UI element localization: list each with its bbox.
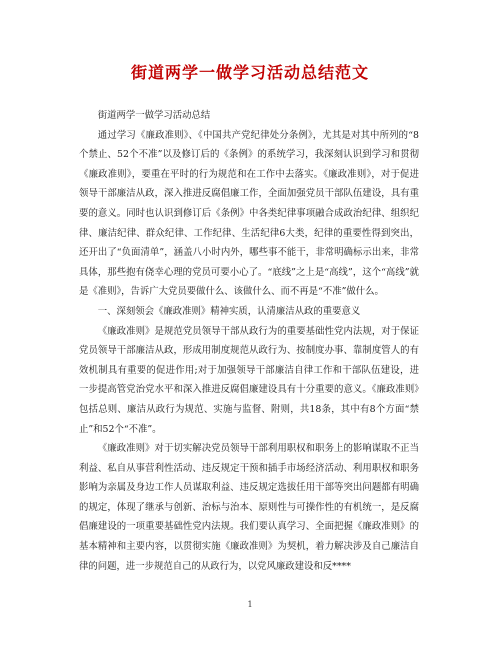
paragraph: 《廉政准则》对于切实解决党员领导干部利用职权和职务上的影响谋取不正当利益、私自从事营利性活动、违反规定干预和插手市场经济活动、利用职权和职务影响为亲属及身边工作人员谋取利益、违反规定选拔任用干部等突出问题都有明确的规定，体现了继承与创新、治标与治本、原则性与可操作性的有机统一，是反腐倡廉建设的一项重要基础性党内法规。我们要认真学习、全面把握《廉政准则》的基本精神和主要内容，以贯彻实施《廉政准则》为契机，着力解决涉及自己廉洁自律的问题，进一步规范自己的从政行为，以党风廉政建设和反**** bbox=[79, 443, 419, 572]
document-body bbox=[79, 106, 419, 576]
page-title: 街道两学一做学习活动总结范文 bbox=[130, 63, 369, 82]
document-subtitle: 街道两学一做学习活动总结 bbox=[97, 110, 211, 121]
section-heading: 一、深刻领会《廉政准则》精神实质，认清廉洁从政的重要意义 bbox=[97, 305, 361, 317]
page-number: 1 bbox=[247, 600, 253, 609]
paragraph: 《廉政准则》是规范党员领导干部从政行为的重要基础性党内法规，对于保证党员领导干部廉洁从政，形成用制度规范从政行为、按制度办事、靠制度管人的有效机制具有重要的促进作用;对于加强领导干部廉洁自律工作和干部队伍建设，进一步提高管党治党水平和深入推进反腐倡廉建设具有十分重要的意义。《廉政准则》包括总则、廉洁从政行为规范、实施与监督、附则，共18条，其中有8个方面“禁止”和52个“不准”。 bbox=[79, 325, 419, 435]
paragraph: 通过学习《廉政准则》、《中国共产党纪律处分条例》，尤其是对其中所列的“8个禁止、52个不准”以及修订后的《条例》的系统学习，我深刻认识到学习和贯彻《廉政准则》，要重在平时的行为规范和在工作中去落实。《廉政准则》，对于促进领导干部廉洁从政，深入推进反腐倡廉工作，全面加强党员干部队伍建设，具有重要的意义。同时也认识到修订后《条例》中各类纪律事项融合成政治纪律、组织纪律、廉洁纪律、群众纪律、工作纪律、生活纪律6大类，纪律的重要性得到突出，还开出了“负面清单”，涵盖八小时内外，哪些事不能干，非常明确标示出来，非常具体，那些抱有侥幸心理的党员可要小心了。“底线”之上是“高线”，这个“高线”就是《准则》，告诉广大党员要做什么、该做什么、而不再是“不准”做什么。 bbox=[79, 129, 419, 298]
